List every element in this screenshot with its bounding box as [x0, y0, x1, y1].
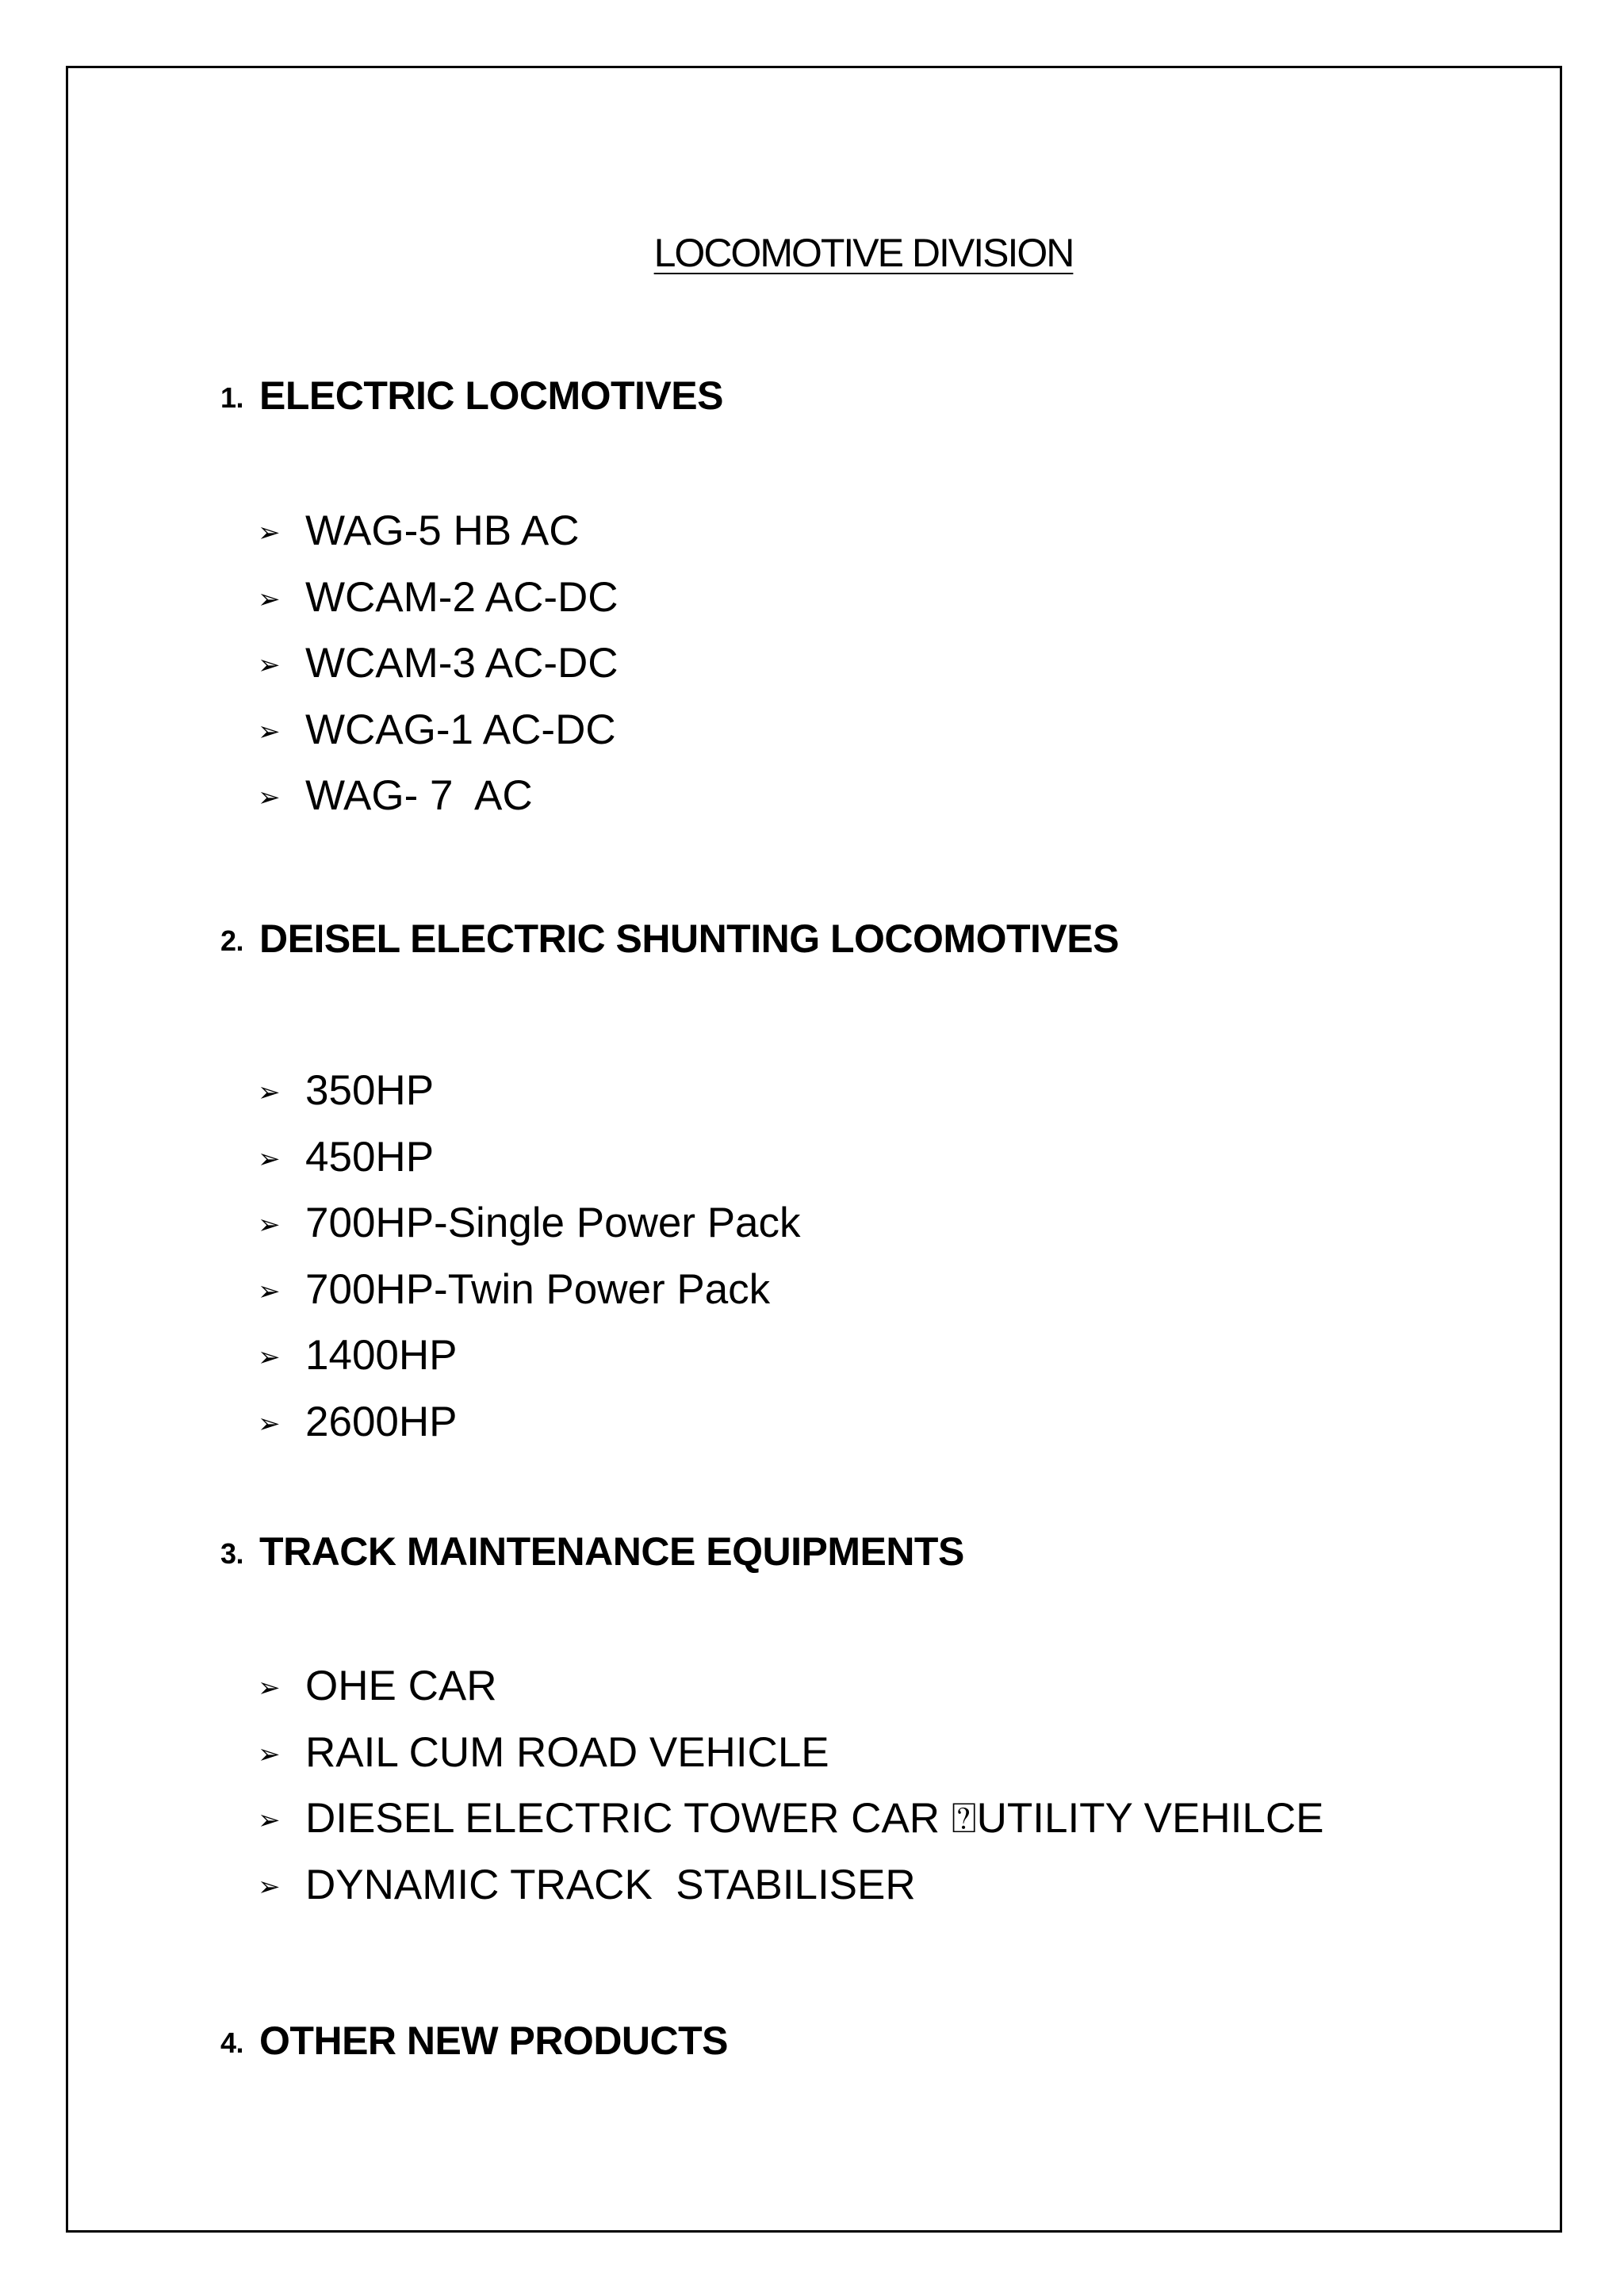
section-title: ELECTRIC LOCMOTIVES [259, 373, 723, 418]
list-item [258, 630, 619, 697]
section-heading-electric-locomotives [220, 373, 723, 419]
list-item [258, 1389, 801, 1456]
arrow-bullet-icon: ➢ [258, 1805, 281, 1835]
section-number: 1. [220, 381, 244, 414]
list-item-text: OHE CAR [305, 1663, 497, 1709]
section-number: 2. [220, 924, 244, 957]
list-item-text: 1400HP [305, 1332, 458, 1379]
section-heading-shunting-locomotives [220, 916, 1119, 962]
arrow-bullet-icon: ➢ [258, 518, 281, 548]
list-item [258, 763, 619, 829]
document-title: LOCOMOTIVE DIVISION [653, 231, 1074, 275]
list-item-text: 700HP-Single Power Pack [305, 1200, 801, 1246]
list-item [258, 1653, 1323, 1720]
list-item [258, 1852, 1323, 1919]
section-number: 4. [220, 2026, 244, 2059]
arrow-bullet-icon: ➢ [258, 1143, 281, 1174]
list-item-text: 2600HP [305, 1398, 458, 1445]
section-number: 3. [220, 1537, 244, 1570]
track-maintenance-list [258, 1653, 1323, 1918]
section-heading-other-new-products [220, 2018, 728, 2064]
arrow-bullet-icon: ➢ [258, 1210, 281, 1240]
arrow-bullet-icon: ➢ [258, 783, 281, 813]
list-item [258, 1720, 1323, 1786]
list-item-text: RAIL CUM ROAD VEHICLE [305, 1728, 829, 1776]
electric-locomotives-list [258, 498, 619, 829]
arrow-bullet-icon: ➢ [258, 1276, 281, 1307]
list-item [258, 1322, 801, 1389]
list-item-text: WCAM-3 AC-DC [305, 640, 619, 687]
list-item [258, 1124, 801, 1191]
arrow-bullet-icon: ➢ [258, 650, 281, 680]
arrow-bullet-icon: ➢ [258, 1673, 281, 1703]
section-heading-track-maintenance [220, 1529, 964, 1575]
section-title: OTHER NEW PRODUCTS [259, 2019, 729, 2063]
list-item-text: WCAM-2 AC-DC [305, 573, 619, 621]
list-item-text: DIESEL ELECTRIC TOWER CAR ⍰UTILITY VEHILCE [305, 1795, 1324, 1842]
arrow-bullet-icon: ➢ [258, 1871, 281, 1902]
arrow-bullet-icon: ➢ [258, 584, 281, 614]
list-item-text: 350HP [305, 1067, 435, 1114]
list-item [258, 1058, 801, 1124]
shunting-locomotives-list [258, 1058, 801, 1455]
arrow-bullet-icon: ➢ [258, 1408, 281, 1439]
list-item [258, 1257, 801, 1323]
list-item-text: WAG- 7 AC [305, 772, 533, 819]
list-item [258, 1190, 801, 1257]
list-item [258, 498, 619, 564]
list-item-text: 450HP [305, 1133, 435, 1181]
section-title: TRACK MAINTENANCE EQUIPMENTS [259, 1529, 964, 1574]
list-item-text: WAG-5 HB AC [305, 507, 580, 554]
list-item [258, 697, 619, 763]
section-title: DEISEL ELECTRIC SHUNTING LOCOMOTIVES [259, 916, 1119, 961]
list-item [258, 1785, 1323, 1852]
arrow-bullet-icon: ➢ [258, 716, 281, 747]
arrow-bullet-icon: ➢ [258, 1077, 281, 1108]
list-item-text: DYNAMIC TRACK STABILISER [305, 1861, 916, 1908]
list-item-text: WCAG-1 AC-DC [305, 706, 616, 753]
list-item-text: 700HP-Twin Power Pack [305, 1265, 771, 1313]
arrow-bullet-icon: ➢ [258, 1739, 281, 1770]
list-item [258, 564, 619, 631]
arrow-bullet-icon: ➢ [258, 1342, 281, 1372]
